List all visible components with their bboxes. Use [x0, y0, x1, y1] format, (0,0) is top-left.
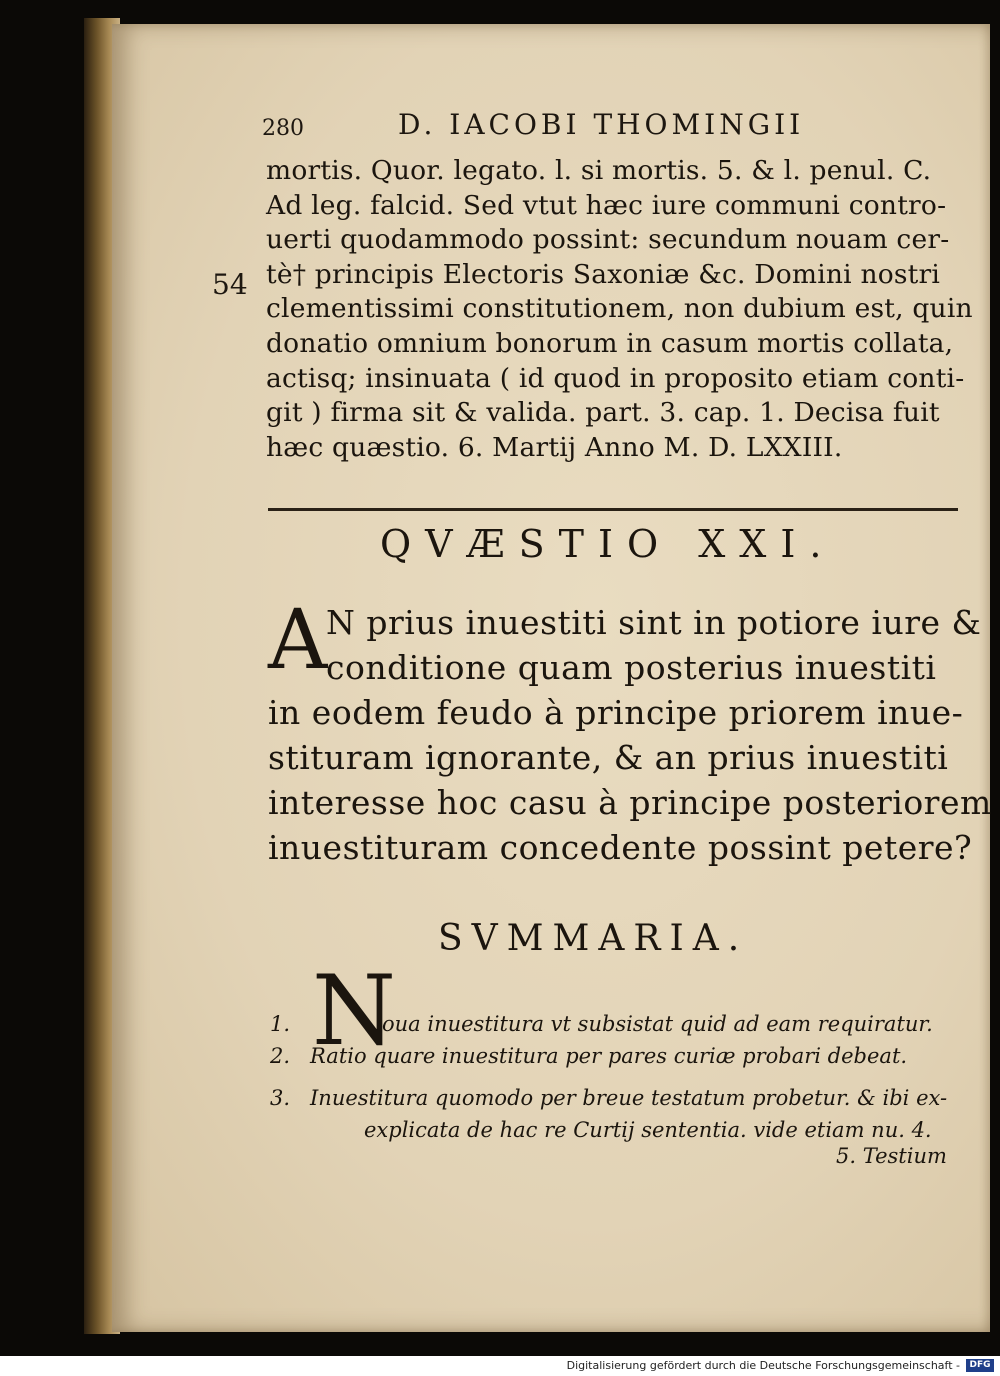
body-line: donatio omnium bonorum in casum mortis collata, — [266, 327, 954, 359]
footer-bar — [0, 1356, 1000, 1376]
body-line: actisq; insinuata ( id quod in proposito etiam conti- — [266, 362, 965, 394]
question-line: inuestituram concedente possint petere? — [268, 828, 973, 867]
body-line: hæc quæstio. 6. Martij Anno M. D. LXXIII. — [266, 431, 843, 463]
summaria-dropcap: N — [312, 955, 396, 1067]
question-line: in eodem feudo à principe priorem inue- — [268, 693, 964, 732]
summaria-item-text: Ratio quare inuestitura per pares curiæ probari debeat. — [310, 1044, 908, 1068]
body-line: Ad leg. falcid. Sed vtut hæc iure communi contro- — [266, 189, 947, 221]
summaria-item-number: 1. — [270, 1012, 291, 1036]
body-line: uerti quodammodo possint: secundum nouam cer- — [266, 224, 950, 256]
page-number: 280 — [262, 116, 304, 141]
summaria-item-number: 3. — [270, 1086, 291, 1110]
page-header — [262, 108, 902, 148]
summaria-item — [270, 1086, 947, 1110]
running-head: D. IACOBI THOMINGII — [398, 108, 805, 141]
body-line: mortis. Quor. legato. l. si mortis. 5. & l. penul. C. — [266, 155, 932, 186]
summaria-item — [270, 1012, 933, 1036]
footer-credit: Digitalisierung gefördert durch die Deutsche Forschungsgemeinschaft - — [566, 1359, 960, 1372]
summaria-item-number: 2. — [270, 1044, 291, 1068]
question-line: N prius inuestiti sint in potiore iure & — [326, 603, 982, 642]
body-line: clementissimi constitutionem, non dubium est, quin — [266, 293, 973, 325]
question-dropcap: A — [268, 593, 328, 688]
question-line: stituram ignorante, & an prius inuestiti — [268, 738, 949, 777]
summaria-item — [270, 1044, 907, 1068]
dfg-logo: DFG — [966, 1359, 994, 1372]
body-line: tè† principis Electoris Saxoniæ &c. Domini nostri — [266, 258, 941, 290]
summaria-continuation: explicata de hac re Curtij sententia. vide etiam nu. 4. — [364, 1118, 932, 1142]
body-text — [266, 154, 973, 465]
question-title: QVÆSTIO XXI. — [380, 522, 836, 566]
summaria-title: SVMMARIA. — [438, 918, 749, 959]
body-line: git ) firma sit & valida. part. 3. cap. 1. Decisa fuit — [266, 397, 940, 429]
question-line: interesse hoc casu à principe posteriorem — [268, 783, 992, 822]
margin-number: 54 — [212, 268, 248, 301]
summaria-item-text: Inuestitura quomodo per breue testatum probetur. & ibi ex- — [310, 1086, 948, 1110]
summaria-item-text: oua inuestitura vt subsistat quid ad eam requiratur. — [382, 1012, 933, 1036]
section-divider — [268, 508, 958, 511]
question-text — [268, 593, 992, 870]
catchword: 5. Testium — [836, 1144, 947, 1168]
question-line: conditione quam posterius inuestiti — [326, 648, 937, 687]
